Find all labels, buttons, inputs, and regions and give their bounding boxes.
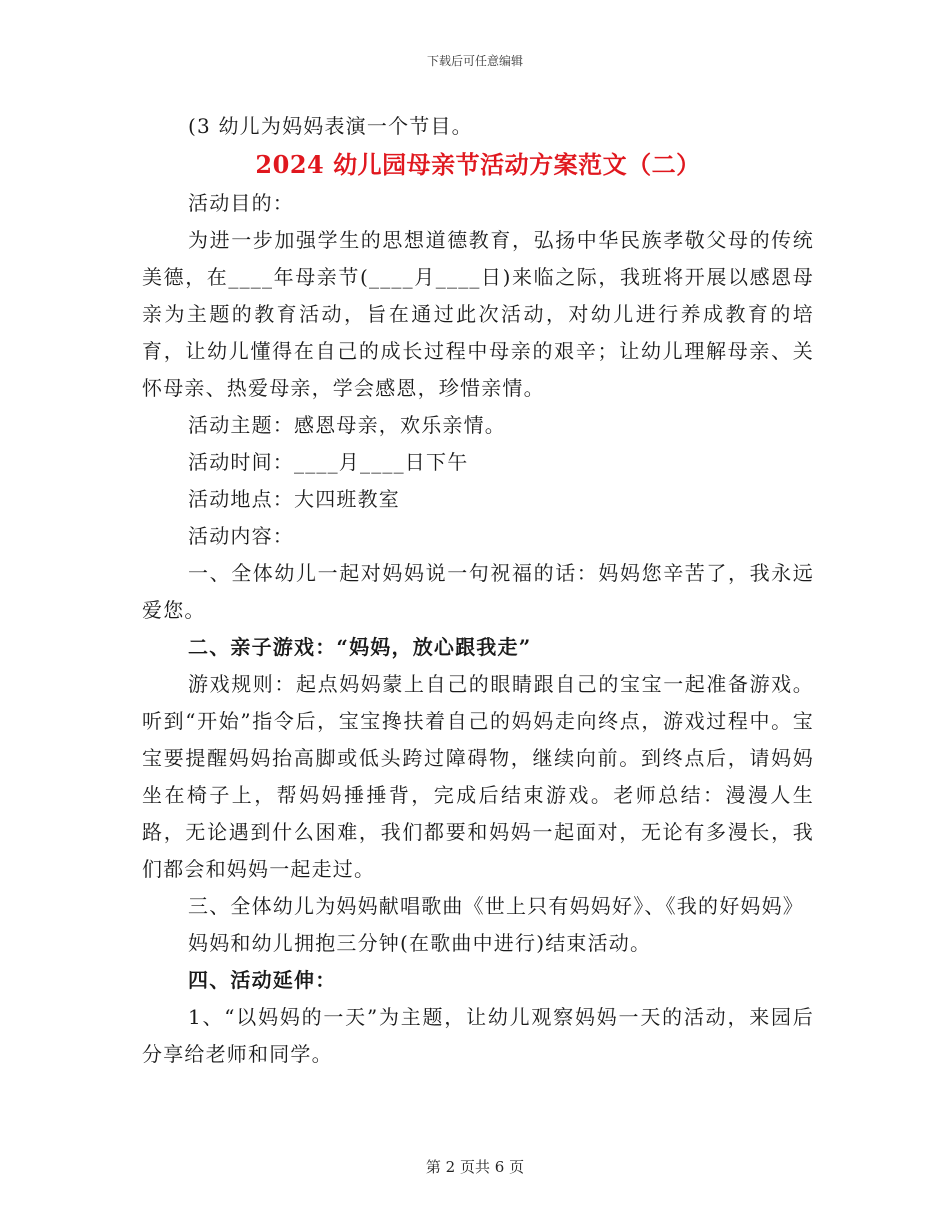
paragraph-game-rules: 游戏规则：起点妈妈蒙上自己的眼睛跟自己的宝宝一起准备游戏。听到“开始”指令后，宝宝搀扶着自己的妈妈走向终点，游戏过程中。宝宝要提醒妈妈抬高脚或低头跨过障碍物，继续向前。到终点后，请妈妈坐在椅子上，帮妈妈捶捶背，完成后结束游戏。老师总结：漫漫人生路，无论遇到什么困难，我们都要和妈妈一起面对，无论有多漫长，我们都会和妈妈一起走过。 [142, 672, 814, 881]
document-title: 2024 幼儿园母亲节活动方案范文（二） [255, 150, 701, 179]
heading-item-four: 四、活动延伸： [188, 968, 337, 992]
paragraph-theme: 活动主题：感恩母亲，欢乐亲情。 [188, 413, 506, 437]
paragraph-time: 活动时间：____月____日下午 [188, 450, 469, 474]
document-body [142, 108, 814, 1073]
paragraph-extension-one: 1、“以妈妈的一天”为主题，让幼儿观察妈妈一天的活动，来园后分享给老师和同学。 [142, 1005, 814, 1066]
paragraph-location: 活动地点：大四班教室 [188, 487, 400, 511]
paragraph-item-three: 三、全体幼儿为妈妈献唱歌曲《世上只有妈妈好》、《我的好妈妈》 [188, 894, 804, 918]
paragraph-purpose: 为进一步加强学生的思想道德教育，弘扬中华民族孝敬父母的传统美德，在____年母亲节(____月____日)来临之际，我班将开展以感恩母亲为主题的教育活动，旨在通过此次活动，对幼儿进行养成教育的培育，让幼儿懂得在自己的成长过程中母亲的艰辛；让幼儿理解母亲、关怀母亲、热爱母亲，学会感恩，珍惜亲情。 [142, 228, 814, 400]
heading-content: 活动内容： [188, 524, 294, 548]
heading-item-two: 二、亲子游戏：“妈妈，放心跟我走” [188, 635, 532, 659]
page-footer: 第 2 页共 6 页 [425, 1158, 525, 1176]
paragraph-program-item: (3 幼儿为妈妈表演一个节目。 [188, 114, 473, 138]
heading-purpose: 活动目的： [188, 191, 294, 215]
paragraph-item-one: 一、全体幼儿一起对妈妈说一句祝福的话：妈妈您辛苦了，我永远爱您。 [142, 561, 814, 622]
paragraph-hug: 妈妈和幼儿拥抱三分钟(在歌曲中进行)结束活动。 [188, 931, 652, 955]
page-header: 下载后可任意编辑 [426, 54, 523, 68]
